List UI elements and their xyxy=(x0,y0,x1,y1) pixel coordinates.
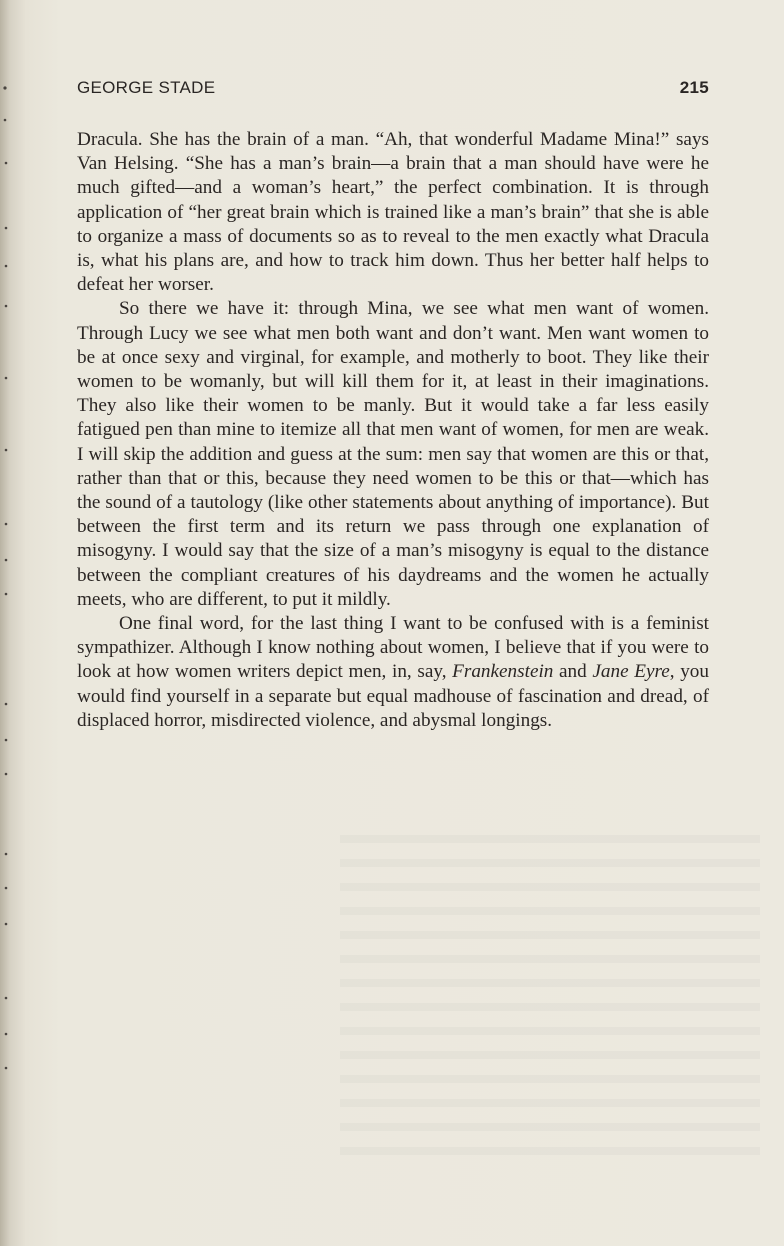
paragraph-3-text-c: , you would find yourself in a separate but equal madhouse of fascination and dread, of displaced horror, misdirected violence, and abysmal longings. xyxy=(77,661,709,731)
paragraph-3 xyxy=(77,612,709,733)
page-edge-marks xyxy=(0,0,14,1246)
page-number: 215 xyxy=(679,78,709,97)
body-text xyxy=(77,128,709,733)
paragraph-3-text-b: and xyxy=(553,661,593,683)
book-title-jane-eyre: Jane Eyre xyxy=(592,661,670,683)
book-title-frankenstein: Frankenstein xyxy=(452,661,554,683)
paragraph-3-text-a: One final word, for the last thing I want to be confused with is a feminist sympathizer. Although I know nothing about women, I believe that if you were to look at how women writers depict men, in, say, xyxy=(77,613,709,683)
running-head-author: GEORGE STADE xyxy=(77,78,216,97)
paragraph-2: So there we have it: through Mina, we see what men want of women. Through Lucy we see what men both want and don’t want. Men want women to be at once sexy and virginal, for example, and motherly to boot. They like their women to be womanly, but will kill them for it, at least in their imaginations. They also like their women to be manly. But it would take a far less easily fatigued pen than mine to itemize all that men want of women, for men are weak. I will skip the addition and guess at the sum: men say that women are this or that, rather than that or this, because they need women to be this or that—which has the sound of a tautology (like other statements about anything of importance). But between the first term and its return we pass through one explanation of misogyny. I would say that the size of a man’s misogyny is equal to the distance between the compliant creatures of his daydreams and the women he actually meets, who are different, to put it mildly. xyxy=(77,298,709,610)
paragraph-1: Dracula. She has the brain of a man. “Ah, that wonderful Madame Mina!” says Van Helsing. “She has a man’s brain—a brain that a man should have were he much gifted—and a woman’s heart,” the perfect combination. It is through application of “her great brain which is trained like a man’s brain” that she is able to organize a mass of documents so as to reveal to the men exactly what Dracula is, what his plans are, and how to track him down. Thus her better half helps to defeat her worser. xyxy=(77,129,709,296)
running-header xyxy=(77,78,709,100)
show-through-bleed xyxy=(340,835,760,1165)
